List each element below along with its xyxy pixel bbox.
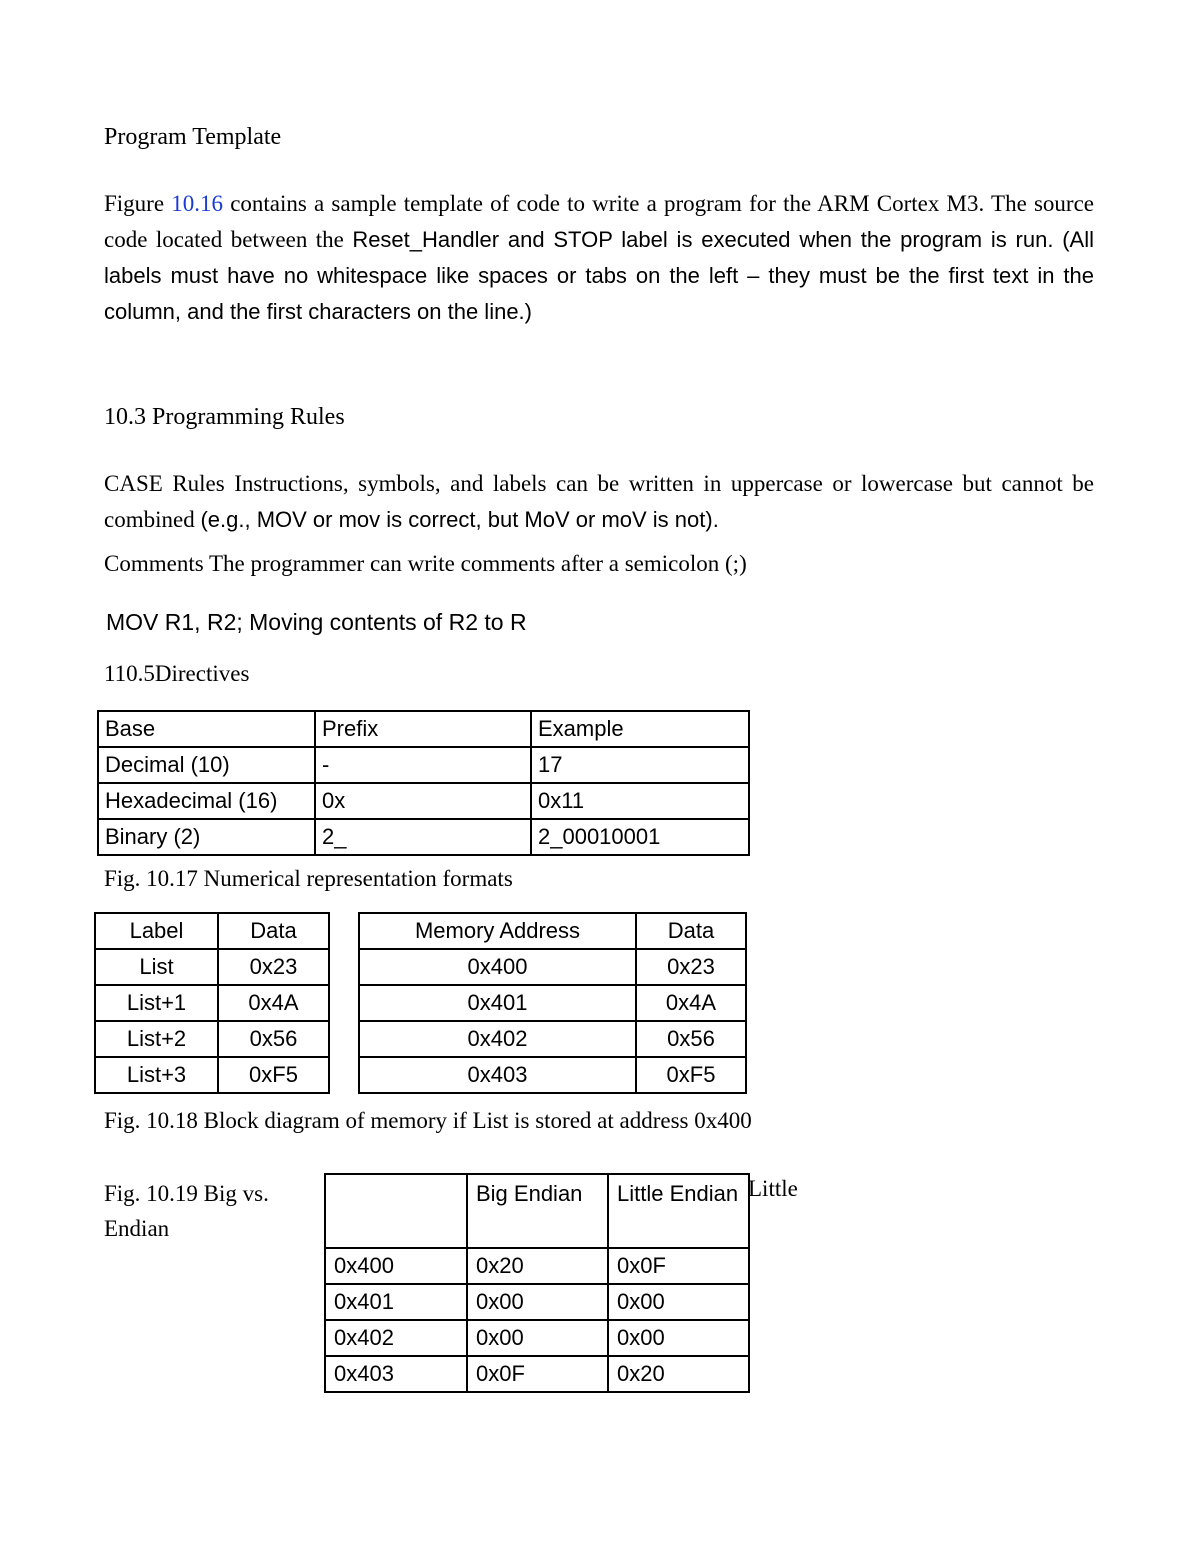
table-row [325, 1356, 749, 1392]
table-cell: List [95, 949, 218, 985]
table-cell: 0x402 [325, 1320, 467, 1356]
directives-heading: 110.5Directives [104, 661, 250, 686]
table-cell [325, 1174, 467, 1248]
table-cell: 0xF5 [636, 1057, 746, 1093]
table-row [95, 1021, 329, 1057]
table-row [98, 711, 749, 747]
table-cell: 2_00010001 [531, 819, 749, 855]
table-cell: Example [531, 711, 749, 747]
table-cell: List+3 [95, 1057, 218, 1093]
figure-link[interactable]: 10.16 [171, 191, 223, 216]
table-cell: 0x23 [636, 949, 746, 985]
table-cell: 0x00 [467, 1284, 608, 1320]
table-cell: 0x400 [359, 949, 636, 985]
paragraph-text: (e.g., MOV or mov is correct, but MoV or moV is not). [200, 507, 719, 532]
table-cell: 0x [315, 783, 531, 819]
table-row [359, 1021, 746, 1057]
endian-table [324, 1173, 750, 1393]
table-cell: 0x00 [608, 1320, 749, 1356]
table-row [95, 949, 329, 985]
case-rules-paragraph [104, 466, 1094, 538]
code-example: MOV R1, R2; Moving contents of R2 to R [106, 609, 527, 635]
table-cell: 0x20 [608, 1356, 749, 1392]
template-paragraph [104, 186, 1094, 330]
table-row [359, 913, 746, 949]
table-row [325, 1248, 749, 1284]
figure-caption: Fig. 10.17 Numerical representation formats [104, 866, 513, 891]
section-heading: 10.3 Programming Rules [104, 404, 345, 430]
table-cell: Base [98, 711, 315, 747]
label-data-table [94, 912, 330, 1094]
paragraph-text: Reset_Handler and STOP label is executed when the program is run. (All labels must have no whitespace like spaces or tabs on the left – they must be the first text in the column, and the first characters on the line.) [104, 227, 1095, 324]
table-cell: 0x0F [467, 1356, 608, 1392]
table-cell: Label [95, 913, 218, 949]
memory-address-table [358, 912, 747, 1094]
table-cell: 2_ [315, 819, 531, 855]
table-row [359, 985, 746, 1021]
table-row [98, 747, 749, 783]
table-cell: 0x402 [359, 1021, 636, 1057]
table-cell: 0xF5 [218, 1057, 329, 1093]
table-cell: 17 [531, 747, 749, 783]
table-row [325, 1320, 749, 1356]
table-cell: Binary (2) [98, 819, 315, 855]
table-cell: Data [636, 913, 746, 949]
table-cell: List+2 [95, 1021, 218, 1057]
figure-caption: Fig. 10.18 Block diagram of memory if List is stored at address 0x400 [104, 1108, 752, 1133]
table-row [325, 1284, 749, 1320]
table-cell: 0x401 [325, 1284, 467, 1320]
table-cell: 0x400 [325, 1248, 467, 1284]
table-row [98, 783, 749, 819]
table-cell: 0x00 [608, 1284, 749, 1320]
numeric-formats-table [97, 710, 750, 856]
table-cell: Little Endian [608, 1174, 749, 1248]
table-cell: 0x56 [218, 1021, 329, 1057]
table-row [325, 1174, 749, 1248]
paragraph-text: Figure [104, 191, 172, 216]
table-cell: Big Endian [467, 1174, 608, 1248]
figure-caption-continuation: Little [748, 1176, 798, 1201]
table-cell: 0x401 [359, 985, 636, 1021]
table-cell: 0x56 [636, 1021, 746, 1057]
table-cell: 0x4A [636, 985, 746, 1021]
table-cell: 0x11 [531, 783, 749, 819]
table-cell: 0x23 [218, 949, 329, 985]
page-title: Program Template [104, 124, 282, 150]
comments-rule: Comments The programmer can write comments after a semicolon (;) [104, 551, 747, 576]
table-cell: 0x20 [467, 1248, 608, 1284]
table-cell: Prefix [315, 711, 531, 747]
table-row [95, 985, 329, 1021]
table-row [95, 1057, 329, 1093]
table-cell: 0x0F [608, 1248, 749, 1284]
table-cell: 0x403 [325, 1356, 467, 1392]
table-row [359, 949, 746, 985]
paragraph-text: contains a sample template of code to write a program for the ARM Cortex M3. The source code located between the [104, 191, 1094, 252]
table-row [98, 819, 749, 855]
table-cell: 0x4A [218, 985, 329, 1021]
table-cell: Decimal (10) [98, 747, 315, 783]
table-cell: List+1 [95, 985, 218, 1021]
table-cell: - [315, 747, 531, 783]
paragraph-text: CASE Rules Instructions, symbols, and labels can be written in uppercase or lowercase but cannot be combined [104, 471, 1094, 532]
table-cell: 0x00 [467, 1320, 608, 1356]
table-row [95, 913, 329, 949]
figure-caption: Fig. 10.19 Big vs. Endian [104, 1181, 269, 1241]
table-cell: Data [218, 913, 329, 949]
table-row [359, 1057, 746, 1093]
table-cell: Hexadecimal (16) [98, 783, 315, 819]
table-cell: Memory Address [359, 913, 636, 949]
table-cell: 0x403 [359, 1057, 636, 1093]
